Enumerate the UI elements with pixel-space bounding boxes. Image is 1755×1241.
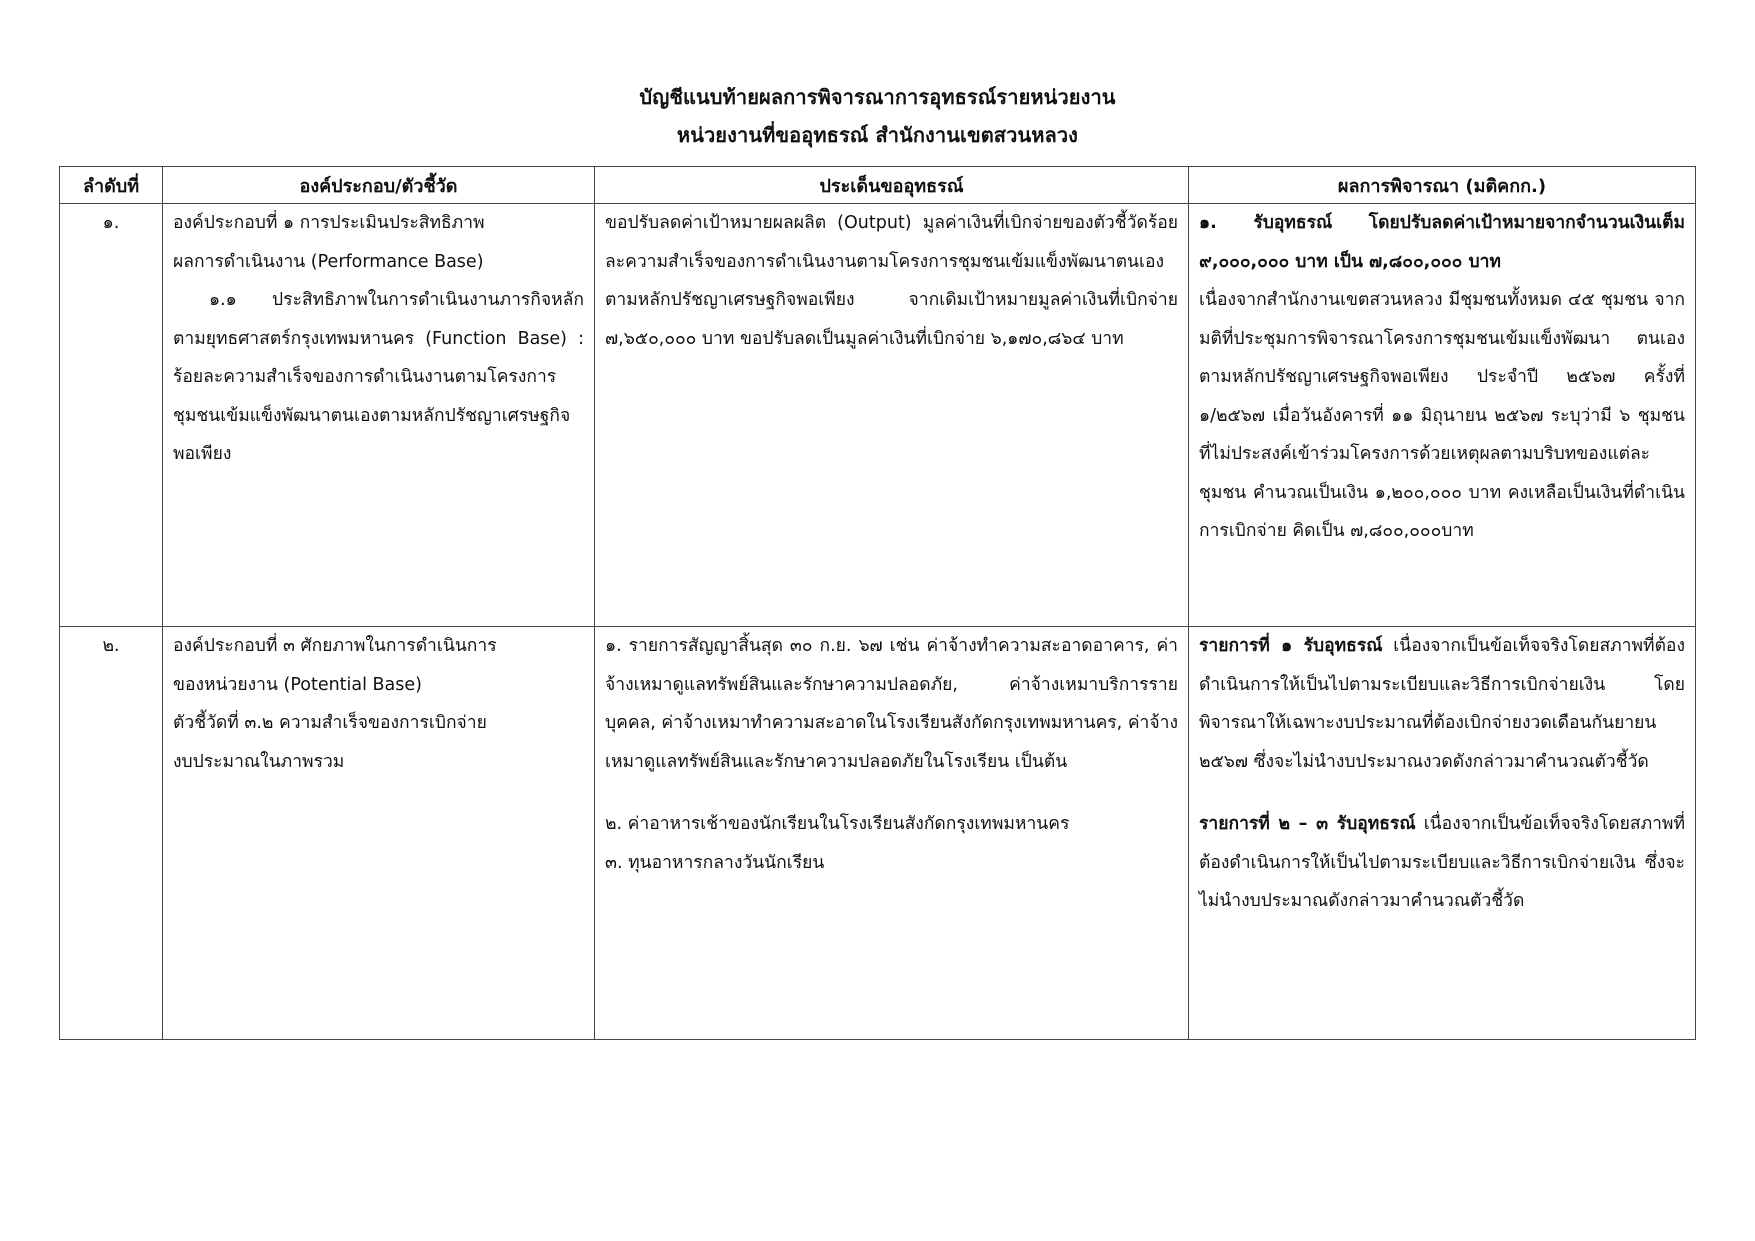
result-reason: เนื่องจากสำนักงานเขตสวนหลวง มีชุมชนทั้งหมด ๔๕ ชุมชน จากมติที่ประชุมการพิจารณาโครงการชุมชนเข้มแข็งพัฒนา ตนเองตามหลักปรัชญาเศรษฐกิจพอเพียง ประจำปี ๒๕๖๗ ครั้งที่ ๑/๒๕๖๗ เมื่อวันอังคารที่ ๑๑ มิถุนายน ๒๕๖๗ ระบุว่ามี ๖ ชุมชน ที่ไม่ประสงค์เข้าร่วมโครงการด้วยเหตุผลตามบริบทของแต่ละชุมชน คำนวณเป็นเงิน ๑,๒๐๐,๐๐๐ บาท คงเหลือเป็นเงินที่ดำเนินการเบิกจ่าย คิดเป็น ๗,๘๐๐,๐๐๐บาท — [1199, 290, 1685, 541]
component-line: ตัวชี้วัดที่ ๓.๒ ความสำเร็จของการเบิกจ่าย — [173, 713, 487, 733]
result-item-2-3-decision: รายการที่ ๒ – ๓ รับอุทธรณ์ — [1199, 814, 1416, 834]
row-number: ๑. — [60, 204, 163, 627]
component-line: องค์ประกอบที่ ๑ การประเมินประสิทธิภาพ — [173, 213, 485, 233]
table-header-row — [60, 167, 1696, 204]
result-item-2-3-reason: เนื่องจากเป็นข้อเท็จจริงโดยสภาพที่ต้องดำเนินการให้เป็นไปตามระเบียบและวิธีการเบิกจ่ายเงิน ซึ่งจะไม่นำงบประมาณดังกล่าวมาคำนวณตัวชี้วัด — [1199, 814, 1686, 911]
component-cell — [163, 627, 595, 1040]
table-row — [60, 204, 1696, 627]
issue-cell — [595, 627, 1189, 1040]
issue-item-3: ๓. ทุนอาหารกลางวันนักเรียน — [605, 852, 825, 873]
document-title — [0, 78, 1755, 154]
result-item-1-reason: เนื่องจากเป็นข้อเท็จจริงโดยสภาพที่ต้องดำเนินการให้เป็นไปตามระเบียบและวิธีการเบิกจ่ายเงิน โดยพิจารณาให้เฉพาะงบประมาณที่ต้องเบิกจ่ายงวดเดือนกันยายน ๒๕๖๗ ซึ่งจะไม่นำงบประมาณงวดดังกล่าวมาคำนวณตัวชี้วัด — [1199, 636, 1685, 772]
component-line: งบประมาณในภาพรวม — [173, 751, 345, 772]
title-line-1: บัญชีแนบท้ายผลการพิจารณาการอุทธรณ์รายหน่วยงาน — [639, 85, 1116, 109]
result-cell — [1189, 627, 1696, 1040]
issue-item-1: ๑. รายการสัญญาสิ้นสุด ๓๐ ก.ย. ๖๗ เช่น ค่าจ้างทำความสะอาดอาคาร, ค่าจ้างเหมาดูแลทรัพย์สินและรักษาความปลอดภัย, ค่าจ้างเหมาบริการรายบุคคล, ค่าจ้างเหมาทำความสะอาดในโรงเรียนสังกัดกรุงเทพมหานคร, ค่าจ้างเหมาดูแลทรัพย์สินและรักษาความปลอดภัยในโรงเรียน เป็นต้น — [605, 636, 1178, 772]
component-indicator: ๑.๑ ประสิทธิภาพในการดำเนินงานภารกิจหลักตามยุทธศาสตร์กรุงเทพมหานคร (Function Base) : ร้อยละความสำเร็จของการดำเนินงานตามโครงการชุมชนเข้มแข็งพัฒนาตนเองตามหลักปรัชญาเศรษฐกิจพอเพียง — [173, 290, 584, 464]
header-no: ลำดับที่ — [60, 167, 163, 204]
row-number: ๒. — [60, 627, 163, 1040]
paragraph-gap — [605, 781, 1178, 805]
component-cell — [163, 204, 595, 627]
component-line: องค์ประกอบที่ ๓ ศักยภาพในการดำเนินการ — [173, 636, 497, 656]
result-cell — [1189, 204, 1696, 627]
header-issue: ประเด็นขออุทธรณ์ — [595, 167, 1189, 204]
result-paragraph-2 — [1199, 805, 1685, 921]
result-paragraph-1 — [1199, 627, 1685, 781]
result-item-1-decision: รายการที่ ๑ รับอุทธรณ์ — [1199, 636, 1383, 656]
issue-item-2: ๒. ค่าอาหารเช้าของนักเรียนในโรงเรียนสังกัดกรุงเทพมหานคร — [605, 814, 1070, 834]
issue-text: ขอปรับลดค่าเป้าหมายผลผลิต (Output) มูลค่าเงินที่เบิกจ่ายของตัวชี้วัดร้อยละความสำเร็จของการดำเนินงานตามโครงการชุมชนเข้มแข็งพัฒนาตนเองตามหลักปรัชญาเศรษฐกิจพอเพียง จากเดิมเป้าหมายมูลค่าเงินที่เบิกจ่าย ๗,๖๕๐,๐๐๐ บาท ขอปรับลดเป็นมูลค่าเงินที่เบิกจ่าย ๖,๑๗๐,๘๖๔ บาท — [605, 213, 1178, 349]
appeal-table — [59, 166, 1696, 1040]
issue-cell — [595, 204, 1189, 627]
title-line-2: หน่วยงานที่ขออุทธรณ์ สำนักงานเขตสวนหลวง — [676, 123, 1079, 147]
paragraph-gap — [1199, 781, 1685, 805]
table-row — [60, 627, 1696, 1040]
header-component: องค์ประกอบ/ตัวชี้วัด — [163, 167, 595, 204]
result-decision: ๑. รับอุทธรณ์ โดยปรับลดค่าเป้าหมายจากจำนวนเงินเต็ม ๙,๐๐๐,๐๐๐ บาท เป็น ๗,๘๐๐,๐๐๐ บาท — [1199, 213, 1685, 272]
component-line: ของหน่วยงาน (Potential Base) — [173, 674, 422, 695]
header-result: ผลการพิจารณา (มติคกก.) — [1189, 167, 1696, 204]
component-line: ผลการดำเนินงาน (Performance Base) — [173, 251, 484, 272]
